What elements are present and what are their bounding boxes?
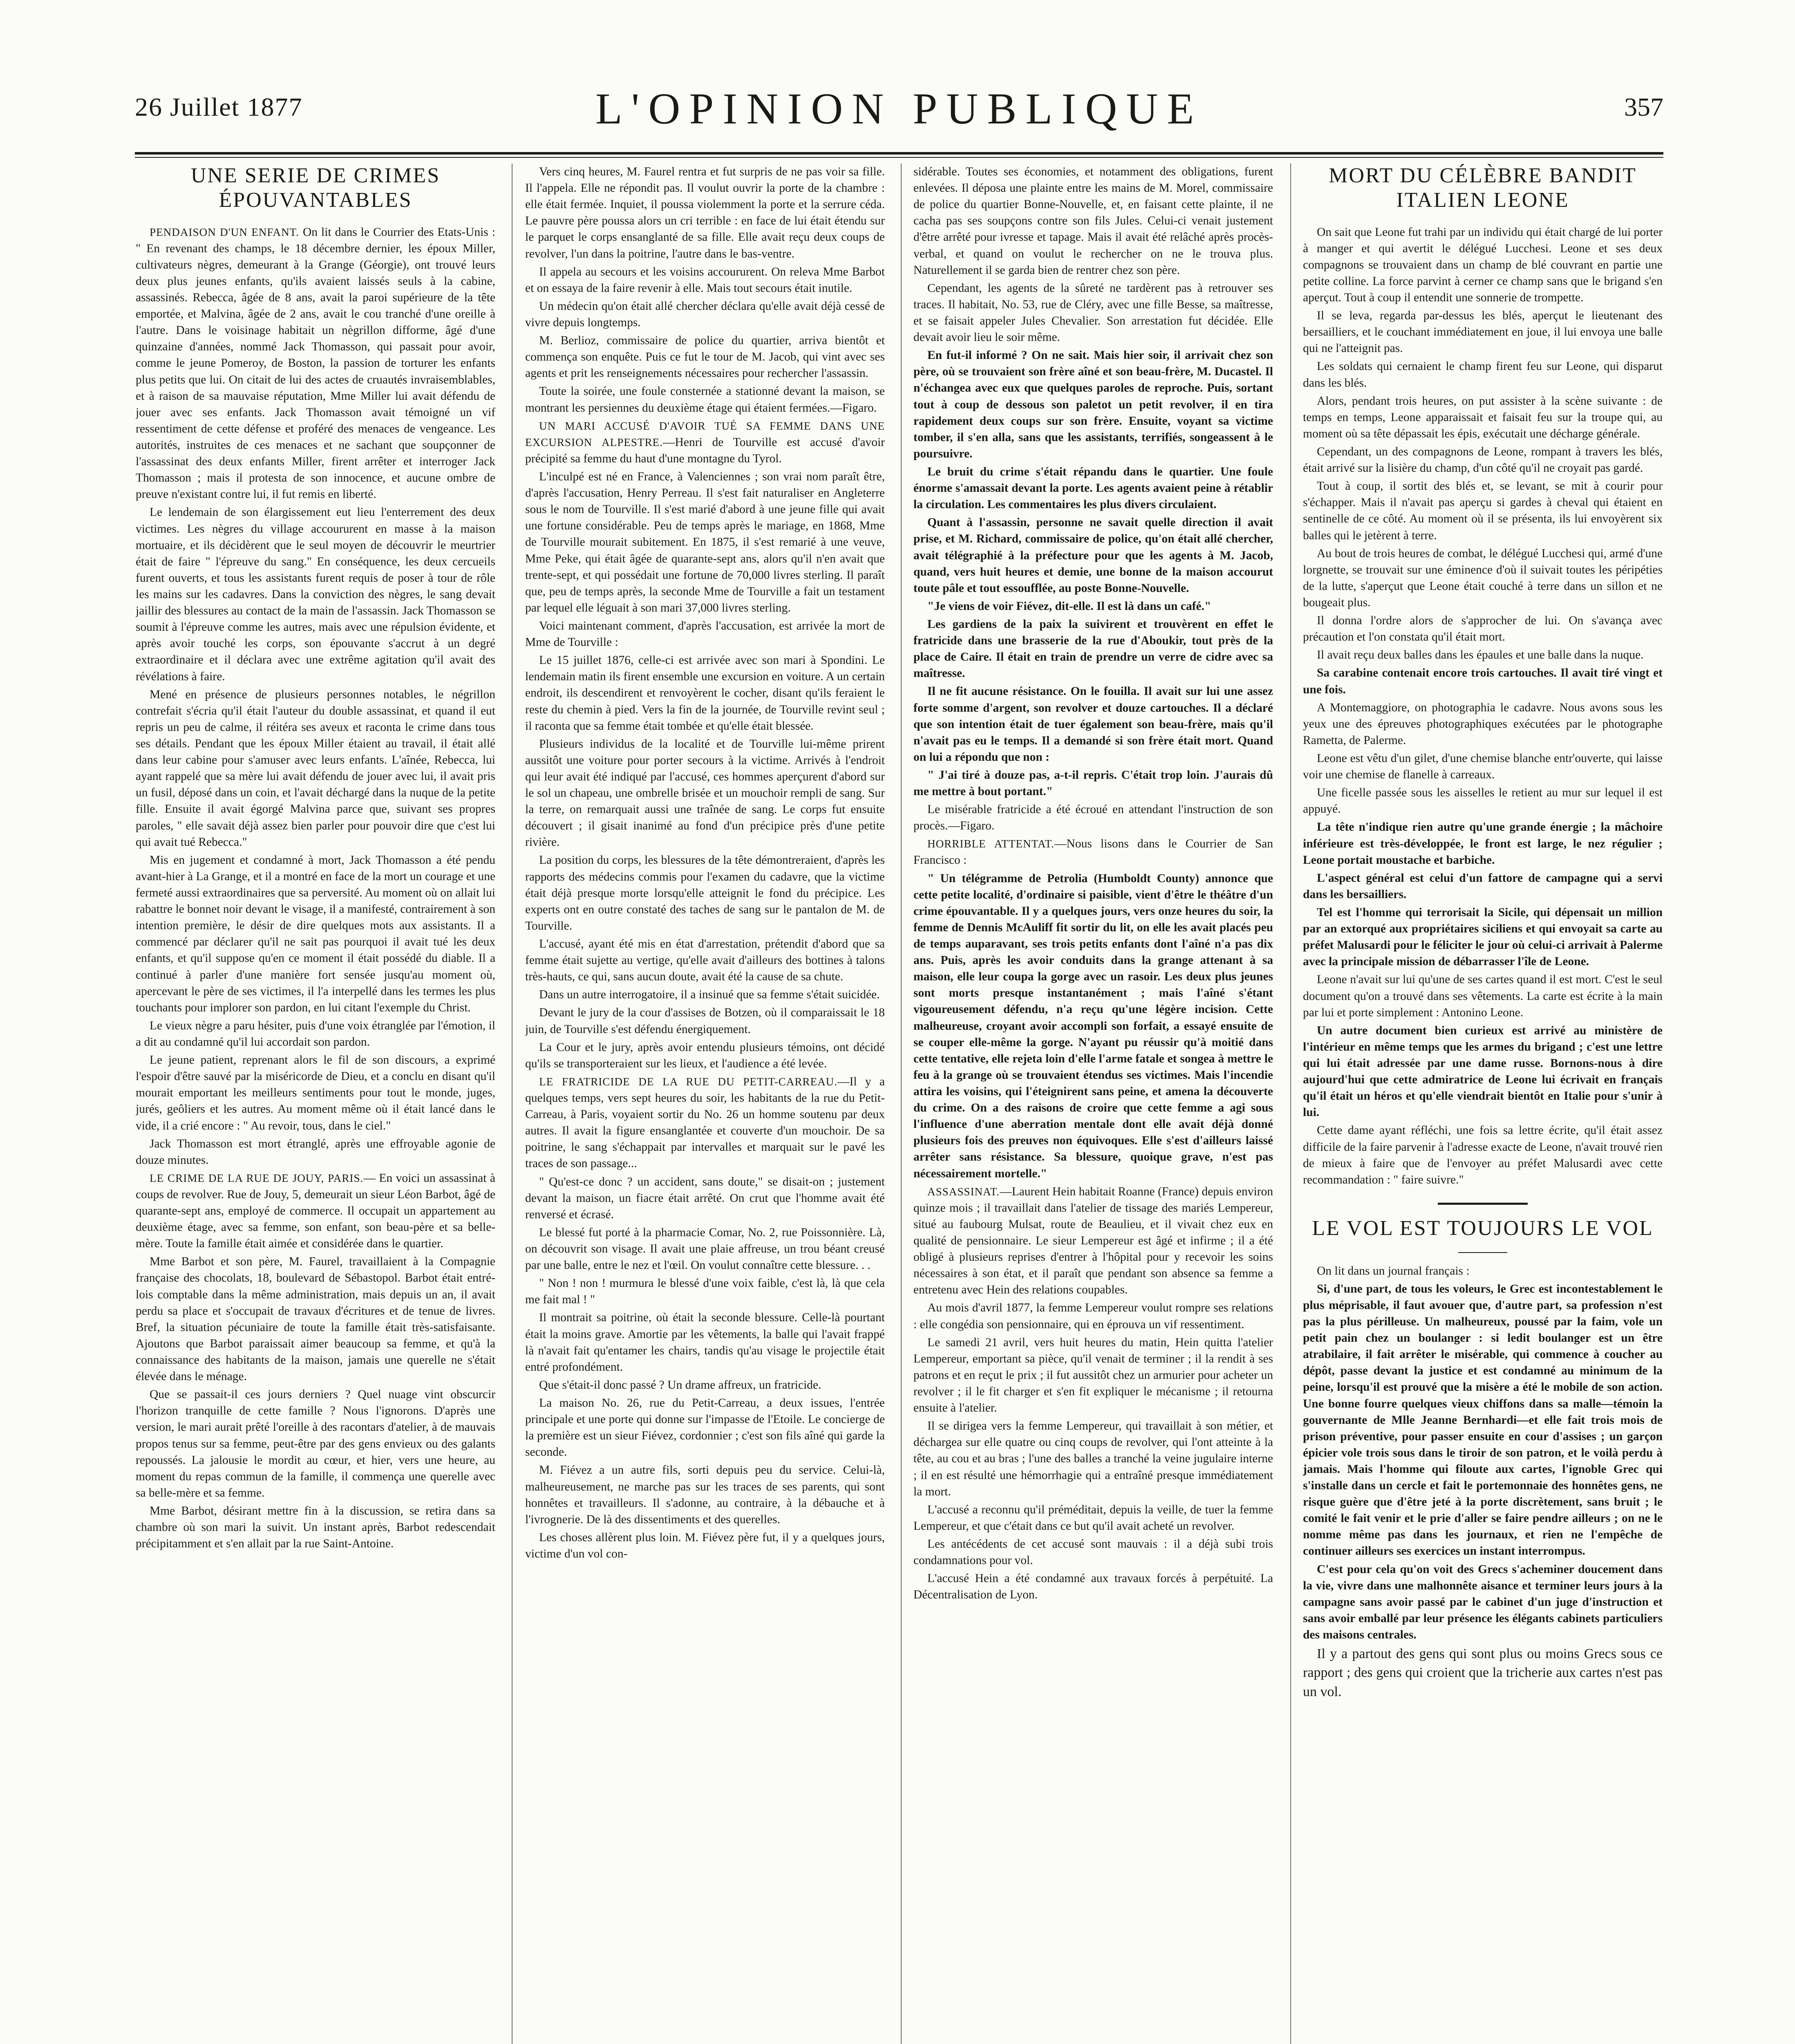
paragraph: " J'ai tiré à douze pas, a-t-il repris. C'était trop loin. J'aurais dû me mettre à bout portant." bbox=[913, 768, 1273, 798]
paragraph: L'inculpé est né en France, à Valenciennes ; son vrai nom paraît être, d'après l'accusation, Henry Perreau. Il s'est fait naturaliser en Angleterre sous le nom de Tourville. Il s'est marié d'abord à une jeune fille qui avait une fortune considérable. Peu de temps après le mariage, en 1868, Mme de Tourville mourait subitement. En 1875, il s'est remarié à une veuve, Mme Peke, qui était âgée de quarante-sept ans, alors qu'il n'en avait que trente-sept, et qui possédait une fortune de 70,000 livres sterling. Il paraît que, peu de temps après, la seconde Mme de Tourville a fait un testament par lequel elle léguait à son mari 37,000 livres sterling. bbox=[525, 470, 885, 614]
paragraph: Au mois d'avril 1877, la femme Lempereur voulut rompre ses relations : elle congédia son pensionnaire, qui en éprouva un vif ressentiment. bbox=[913, 1301, 1273, 1331]
paragraph: Il se leva, regarda par-dessus les blés, aperçut le lieutenant des bersailliers, et le couchant immédiatement en joue, il lui envoya une balle qui ne l'atteignit pas. bbox=[1303, 309, 1663, 355]
paragraph: Plusieurs individus de la localité et de Tourville lui-même prirent aussitôt une voiture pour porter secours à la victime. Arrivés à l'endroit qui leur avait été indiqué par l'accusé, ces hommes aperçurent d'abord sur le sol un chapeau, une ombrelle brisée et un mouchoir rempli de sang. Sur la terre, on remarquait aussi une traînée de sang. Le corps fut ensuite découvert ; il gisait inanimé au fond d'un précipice près d'une petite rivière. bbox=[525, 737, 885, 849]
column-3 bbox=[913, 164, 1273, 2044]
paragraph: Une ficelle passée sous les aisselles le retient au mur sur lequel il est appuyé. bbox=[1303, 786, 1663, 816]
paragraph: " Un télégramme de Petrolia (Humboldt County) annonce que cette petite localité, d'ordinaire si paisible, vient d'être le théâtre d'un crime épouvantable. Il y a quelques jours, vers onze heures du soir, la femme de Dennis McAuliff fit sortir du lit, on elle les avait placés peu de temps auparavant, ses trois petits enfants dont l'aîné n'a pas dix ans. Puis, après les avoir conduits dans la grange attenant à sa maison, elle leur coupa la gorge avec un rasoir. Les deux plus jeunes sont morts presque instantanément ; mais l'aîné s'étant vigoureusement défendu, n'a reçu qu'une légère incision. Cette malheureuse, croyant avoir accompli son forfait, a essayé ensuite de se couper elle-même la gorge. N'ayant pu réussir qu'à moitié dans cette tentative, elle rejeta loin d'elle l'arme fatale et songea à mettre le feu à la grange où se trouvaient étendus ses victimes. Mais l'incendie attira les voisins, qui l'éteignirent sans peine, et amena la découverte du crime. On a des raisons de croire que cette femme a agi sous l'influence d'une aberration mentale dont elle avait déjà donné plusieurs fois des preuves non équivoques. Elle s'est d'ailleurs laissé arrêter sans résistance. Sa blessure, quoique grave, n'est pas nécessairement mortelle." bbox=[913, 872, 1273, 1180]
paragraph bbox=[525, 418, 885, 467]
paragraph: En fut-il informé ? On ne sait. Mais hier soir, il arrivait chez son père, où se trouvaient son frère aîné et son beau-frère, M. Ducastel. Il n'échangea avec eux que quelques paroles de reproche. Puis, sortant tout à coup de dessous son paletot un petit revolver, il en tira rapidement deux coups sur son frère. Ensuite, voyant sa victime tomber, il s'en alla, sans que les assistants, terrifiés, songeassent à le poursuivre. bbox=[913, 349, 1273, 460]
paragraph: Le vieux nègre a paru hésiter, puis d'une voix étranglée par l'émotion, il a dit au condamné qu'il lui accordait son pardon. bbox=[136, 1019, 495, 1049]
paragraph: Il donna l'ordre alors de s'approcher de lui. On s'avança avec précaution et l'on constata qu'il était mort. bbox=[1303, 614, 1663, 644]
paragraph-text: —Nous lisons dans le Courrier de San Francisco : bbox=[913, 837, 1273, 867]
paragraph: Toute la soirée, une foule consternée a stationné devant la maison, se montrant les persiennes du deuxième étage qui étaient fermées.—Figaro. bbox=[525, 385, 885, 415]
paragraph: Le jeune patient, reprenant alors le fil de son discours, a exprimé l'espoir d'être sauvé par la miséricorde de Dieu, et a conclu en disant qu'il mourait emportant les meilleurs sentiments pour tout le monde, juges, jurés, geôliers et les autres. Au moment même où il était lancé dans le vide, il a crié encore : " Au revoir, tous, dans le ciel." bbox=[136, 1053, 495, 1132]
paragraph: Leone est vêtu d'un gilet, d'une chemise blanche entr'ouverte, qui laisse voir une chemise de flanelle à carreaux. bbox=[1303, 751, 1663, 782]
section-lead: HORRIBLE ATTENTAT. bbox=[927, 838, 1054, 850]
paragraph bbox=[136, 1170, 495, 1252]
paragraph: L'aspect général est celui d'un fattore de campagne qui a servi dans les bersailliers. bbox=[1303, 871, 1663, 901]
paragraph bbox=[913, 1183, 1273, 1298]
column-2 bbox=[525, 164, 885, 2044]
paragraph: M. Fiévez a un autre fils, sorti depuis peu du service. Celui-là, malheureusement, ne marche pas sur les traces de ses parents, qui sont honnêtes et travailleurs. Il s'adonne, au contraire, à la débauche et à l'ivrognerie. De là des dissentiments et des querelles. bbox=[525, 1464, 885, 1526]
section-lead: ASSASSINAT. bbox=[927, 1185, 1000, 1198]
paragraph: Le lendemain de son élargissement eut lieu l'enterrement des deux victimes. Les nègres du village accoururent en masse à la maison mortuaire, et ils décidèrent que le seul moyen de découvrir le meurtrier était de faire " l'épreuve du sang." En conséquence, les deux cercueils furent ouverts, et tous les assistants furent requis de poser à tour de rôle les mains sur les cadavres. Dans la conviction des nègres, le sang devait jaillir des blessures au contact de la main de l'assassin. Jack Thomasson se soumit à l'épreuve comme les autres, mais avec une répulsion évidente, et après avoir touché les corps, son épouvante s'accrut à un degré extraordinaire et il déclara avec une extrême agitation qu'il avait des révélations à faire. bbox=[136, 506, 495, 683]
paragraph: "Je viens de voir Fiévez, dit-elle. Il est là dans un café." bbox=[927, 599, 1211, 613]
masthead-rule-thin bbox=[135, 157, 1663, 158]
paragraph: Les antécédents de cet accusé sont mauvais : il a déjà subi trois condamnations pour vol. bbox=[913, 1537, 1273, 1567]
section-lead: PENDAISON D'UN ENFANT. bbox=[150, 226, 299, 238]
paragraph: Dans un autre interrogatoire, il a insinué que sa femme s'était suicidée. bbox=[539, 988, 880, 1002]
paragraph: L'accusé Hein a été condamné aux travaux forcés à perpétuité. La Décentralisation de Lyon. bbox=[913, 1572, 1273, 1602]
paragraph: Devant le jury de la cour d'assises de Botzen, où il comparaissait le 18 juin, de Tourville s'est défendu énergiquement. bbox=[525, 1006, 885, 1036]
paragraph: Mme Barbot, désirant mettre fin à la discussion, se retira dans sa chambre où son mari la suivit. Un instant après, Barbot redescendait précipitamment et s'en allait par la rue Saint-Antoine. bbox=[136, 1504, 495, 1551]
paragraph: On lit dans un journal français : bbox=[1317, 1264, 1470, 1278]
paragraph: Sa carabine contenait encore trois cartouches. Il avait tiré vingt et une fois. bbox=[1303, 666, 1663, 696]
paragraph: A Montemaggiore, on photographia le cadavre. Nous avons sous les yeux une des épreuves photographiques exécutées par le photographe Rametta, de Palerme. bbox=[1303, 701, 1663, 747]
paragraph bbox=[525, 1074, 885, 1172]
column-4 bbox=[1303, 164, 1663, 2044]
paragraph: Jack Thomasson est mort étranglé, après une effroyable agonie de douze minutes. bbox=[136, 1137, 495, 1167]
section-lead: UN MARI ACCUSÉ D'AVOIR TUÉ SA FEMME DANS UNE EXCURSION ALPESTRE. bbox=[525, 419, 885, 448]
page-number: 357 bbox=[1624, 92, 1663, 121]
paragraph: Les soldats qui cernaient le champ firent feu sur Leone, qui disparut dans les blés. bbox=[1303, 360, 1663, 390]
paragraph: Mis en jugement et condamné à mort, Jack Thomasson a été pendu avant-hier à La Grange, et il a montré en face de la mort un courage et une fermeté aussi extraordinaires que sa perversité. Au moment où on allait lui rabattre le bonnet noir devant le visage, il a manifesté, contrairement à son intention première, le désir de dire quelques mots aux assistants. Il a commencé par déclarer qu'il ne sait pas pourquoi il avait tué les deux enfants, et qu'il suppose qu'en ce moment il était possédé du diable. Il a continué à parler d'une manière fort sensée jusqu'au moment où, apercevant le père de ses victimes, il l'a interpellé dans les termes les plus touchants pour implorer son pardon, en lui citant l'exemple du Christ. bbox=[136, 853, 495, 1014]
masthead bbox=[135, 84, 1663, 145]
section-separator bbox=[1438, 1203, 1528, 1205]
paragraph: Au bout de trois heures de combat, le délégué Lucchesi qui, armé d'une lorgnette, se trouvait sur une éminence d'où il suivait toutes les péripéties de la lutte, s'aperçut que Leone était couché à terre dans un sillon et ne bougeait plus. bbox=[1303, 547, 1663, 609]
paragraph: L'accusé a reconnu qu'il préméditait, depuis la veille, de tuer la femme Lempereur, et que c'était dans ce but qu'il avait acheté un revolver. bbox=[913, 1503, 1273, 1533]
paragraph: " Qu'est-ce donc ? un accident, sans doute," se disait-on ; justement devant la maison, un fiacre était arrêté. On crut que l'homme avait été renversé et écrasé. bbox=[525, 1175, 885, 1221]
paragraph: Leone n'avait sur lui qu'une de ses cartes quand il est mort. C'est le seul document qu'on a trouvé dans ses vêtements. La carte est écrite à la main par lui et porte simplement : Antonino Leone. bbox=[1303, 973, 1663, 1019]
paragraph-text: —Laurent Hein habitait Roanne (France) depuis environ quinze mois ; il travaillait dans l'atelier de tissage des mariés Lempereur, situé au faubourg Mulsat, route de Beaulieu, et il vivait chez eux en qualité de pensionnaire. Le sieur Lempereur est âgé et infirme ; il a été obligé à plusieurs reprises d'entrer à l'hôpital pour y recevoir les soins nécessaires à son état, et il paraît que pendant son absence sa femme a entretenu avec Hein des relations coupables. bbox=[913, 1185, 1273, 1297]
paragraph: Les gardiens de la paix la suivirent et trouvèrent en effet le fratricide dans une brasserie de la rue d'Aboukir, tout près de la place de Caire. Il était en train de prendre un verre de cidre avec sa maîtresse. bbox=[913, 617, 1273, 680]
paragraph: Si, d'une part, de tous les voleurs, le Grec est incontestablement le plus méprisable, il faut avouer que, d'autre part, sa profession n'est pas la plus périlleuse. Un malheureux, poussé par la faim, vole un petit pain chez un boulanger : si ledit boulanger est un être atrabilaire, il fait arrêter le misérable, qui commence à coucher au dépôt, passe devant la justice et est condamné au minimum de la peine, lorsqu'il est prouvé que la misère a été le mobile de son action. Une bonne fourre quelques vieux chiffons dans sa malle—témoin la gouvernante de Mlle Jeanne Bernhardi—et elle fait trois mois de prison préventive, pour passer ensuite en cour d'assises ; un garçon épicier vole trois sous dans le tiroir de son patron, et le voilà perdu à jamais. Mais l'homme qui filoute aux cartes, l'ignoble Grec qui s'installe dans un cercle et fait le portemonnaie des honnêtes gens, ne risque guère que d'être jeté à la porte discrètement, sans bruit ; le comité le fait venir et le prie d'aller se faire pendre ailleurs ; on ne le nomme même pas dans les journaux, et rien ne l'empêche de continuer ailleurs ses exercices un instant interrompus. bbox=[1303, 1282, 1663, 1558]
section-lead: LE FRATRICIDE DE LA RUE DU PETIT-CARREAU. bbox=[539, 1075, 838, 1088]
paragraph: La position du corps, les blessures de la tête démontreraient, d'après les rapports des médecins commis pour l'examen du cadavre, que la victime était déjà presque morte lorsqu'elle atteignit le fond du précipice. Les experts ont en outre constaté des taches de sang sur le pantalon de M. de Tourville. bbox=[525, 854, 885, 932]
paragraph: M. Berlioz, commissaire de police du quartier, arriva bientôt et commença son enquête. Puis ce fut le tour de M. Jacob, qui vint avec ses agents et prit les renseignements nécessaires pour rechercher l'assassin. bbox=[525, 334, 885, 380]
column-divider bbox=[512, 164, 513, 2044]
paragraph: On sait que Leone fut trahi par un individu qui était chargé de lui porter à manger et qui avertit le délégué Lucchesi. Leone et ses deux compagnons se trouvaient dans un champ de blé couvrant en partie une petite colline. La force parvint à cerner ce champ sans que le brigand s'en aperçut. Tout à coup il entendit une sonnerie de trompette. bbox=[1303, 225, 1663, 305]
section-lead: LE CRIME DE LA RUE DE JOUY, PARIS. bbox=[150, 1172, 364, 1184]
paragraph: Un médecin qu'on était allé chercher déclara qu'elle avait déjà cessé de vivre depuis longtemps. bbox=[525, 299, 885, 329]
masthead-rule bbox=[135, 152, 1663, 155]
paragraph: La Cour et le jury, après avoir entendu plusieurs témoins, ont décidé qu'ils se transporteraient sur les lieux, et l'audience a été levée. bbox=[525, 1040, 885, 1070]
paragraph: Il se dirigea vers la femme Lempereur, qui travaillait à son métier, et déchargea sur elle quatre ou cinq coups de revolver, qui l'ont atteinte à la tête, au cou et au bras ; l'une des balles a tranché la veine jugulaire interne ; il en est résulté une hémorrhagie qui a entraîné presque immédiatement la mort. bbox=[913, 1419, 1273, 1498]
paragraph: La maison No. 26, rue du Petit-Carreau, a deux issues, l'entrée principale et une porte qui donne sur l'impasse de l'Etoile. Le concierge de la première est un sieur Fiévez, cordonnier ; c'est son fils aîné qui garde la seconde. bbox=[525, 1396, 885, 1459]
paragraph: Le 15 juillet 1876, celle-ci est arrivée avec son mari à Spondini. Le lendemain matin ils firent ensemble une excursion en voiture. A un certain endroit, ils descendirent et renvoyèrent le cocher, disant qu'ils feraient le reste du chemin à pied. Vers la fin de la journée, de Tourville revint seul ; il raconta que sa femme était tombée et qu'elle était blessée. bbox=[525, 654, 885, 733]
paragraph: Il y a partout des gens qui sont plus ou moins Grecs sous ce rapport ; des gens qui croient que la tricherie aux cartes n'est pas un vol. bbox=[1303, 1646, 1663, 1699]
paragraph-text: —Henri de Tourville est accusé d'avoir précipité sa femme du haut d'une montagne du Tyrol. bbox=[525, 435, 885, 465]
paragraph: Cependant, les agents de la sûreté ne tardèrent pas à retrouver ses traces. Il habitait, No. 53, rue de Cléry, avec une fille Besse, sa maîtresse, et se faisait appeler Jules Chevalier. Son arrestation fut décidée. Elle devait avoir lieu le soir même. bbox=[913, 281, 1273, 344]
paragraph-text: — En voici un assassinat à coups de revolver. Rue de Jouy, 5, demeurait un sieur Léon Barbot, âgé de quarante-sept ans, employé de commerce. Il occupait un appartement au deuxième étage, avec sa femme, son enfant, son beau-père et sa belle-mère. Toute la famille était aimée et considérée dans le quartier. bbox=[136, 1171, 495, 1251]
paragraph: Voici maintenant comment, d'après l'accusation, est arrivée la mort de Mme de Tourville : bbox=[525, 619, 885, 649]
paragraph: Cette dame ayant réfléchi, une fois sa lettre écrite, qu'il était assez difficile de la faire parvenir à l'adresse exacte de Leone, n'avait trouvé rien de mieux à faire que de l'envoyer au préfet Malusardi avec cette recommandation : " faire suivre." bbox=[1303, 1124, 1663, 1186]
paragraph: Vers cinq heures, M. Faurel rentra et fut surpris de ne pas voir sa fille. Il l'appela. Elle ne répondit pas. Il voulut ouvrir la porte de la chambre : elle était fermée. Inquiet, il poussa violemment la porte et la serrure céda. Le pauvre père poussa alors un cri terrible : en face de lui était étendu sur le parquet le corps ensanglanté de sa fille. Elle avait reçu deux coups de revolver, l'un dans la poitrine, l'autre dans le bas-ventre. bbox=[525, 165, 885, 260]
issue-date: 26 Juillet 1877 bbox=[135, 92, 303, 121]
article-heading: UNE SERIE DE CRIMES ÉPOUVANTABLES bbox=[190, 164, 441, 212]
paragraph: Alors, pendant trois heures, on put assister à la scène suivante : de temps en temps, Leone apparaissait et faisait feu sur la troupe qui, au moment où sa tête dépassait les épis, exécutait une décharge générale. bbox=[1303, 394, 1663, 440]
newspaper-title: L'OPINION PUBLIQUE bbox=[595, 85, 1203, 133]
paragraph-text: —Il y a quelques temps, vers sept heures du soir, les habitants de la rue du Petit-Carreau, à Paris, voyaient sortir du No. 26 un homme soutenu par deux autres. Il avait la figure ensanglantée et couverte d'un mouchoir. De sa poitrine, le sang s'échappait par intervalles et marquait sur le pavé les traces de son passage... bbox=[525, 1075, 885, 1170]
paragraph: Que se passait-il ces jours derniers ? Quel nuage vint obscurcir l'horizon tranquille de cette famille ? Nous l'ignorons. D'après une version, le mari aurait prêté l'oreille à des racontars d'atelier, à de mauvais propos tenus sur sa femme, peut-être par des gens envieux ou des galants repoussés. La jalousie le mordit au cœur, et hier, vers une heure, au moment du repas commun de la famille, il commença une querelle avec sa belle-mère et sa femme. bbox=[136, 1388, 495, 1499]
paragraph bbox=[913, 836, 1273, 868]
paragraph: Il appela au secours et les voisins accoururent. On releva Mme Barbot et on essaya de la faire revenir à elle. Mais tout secours était inutile. bbox=[525, 265, 885, 295]
paragraph: sidérable. Toutes ses économies, et notamment des obligations, furent enlevées. Il déposa une plainte entre les mains de M. Morel, commissaire de police du quartier Bonne-Nouvelle, et, en faisant cette plainte, il ne cacha pas ses soupçons contre son fils Jules. Celui-ci venait justement d'être arrêté pour ivresse et tapage. Mais il avait été relâché après procès-verbal, et quand on voulut le rechercher on ne le trouva plus. Naturellement il se garda bien de rentrer chez son père. bbox=[913, 165, 1273, 277]
paragraph: L'accusé, ayant été mis en état d'arrestation, prétendit d'abord que sa femme était sujette au vertige, qu'elle avait d'ailleurs des bottines à talons très-hauts, ce qui, sans aucun doute, avait été la cause de sa chute. bbox=[525, 937, 885, 984]
paragraph: Un autre document bien curieux est arrivé au ministère de l'intérieur en même temps que les armes du brigand ; c'est une lettre qui lui était adressée par une dame russe. Bornons-nous à dire aujourd'hui que cette admiratrice de Leone lui écrivait en français qu'il était un héros et qu'elle viendrait bientôt en Italie pour s'unir à lui. bbox=[1303, 1024, 1663, 1119]
paragraph: Le samedi 21 avril, vers huit heures du matin, Hein quitta l'atelier Lempereur, emportant sa pièce, qu'il venait de terminer ; il la rendit à ses patrons et en reçut le prix ; il fut aussitôt chez un armurier pour acheter un revolver ; il le fit charger et s'en fit expliquer le mécanisme ; il retourna ensuite à l'atelier. bbox=[913, 1336, 1273, 1415]
heading-rule bbox=[1458, 1252, 1507, 1253]
paragraph: Cependant, un des compagnons de Leone, rompant à travers les blés, était arrivé sur la lisière du champ, d'un côté qu'il ne croyait pas gardé. bbox=[1303, 445, 1663, 475]
paragraph: Il montrait sa poitrine, où était la seconde blessure. Celle-là pourtant était la moins grave. Amortie par les vêtements, la balle qui l'avait frappé là n'avait fait qu'entamer les chairs, tandis qu'au visage le projectile était entré profondément. bbox=[525, 1311, 885, 1374]
paragraph: Il avait reçu deux balles dans les épaules et une balle dans la nuque. bbox=[1317, 648, 1644, 662]
paragraph: Tel est l'homme qui terrorisait la Sicile, qui dépensait un million par an extorqué aux propriétaires siciliens et qui envoyait sa carte au préfet Malusardi pour le féliciter le jour où celui-ci arrivait à Palerme avec la principale mission de débarrasser l'île de Leone. bbox=[1303, 905, 1663, 968]
paragraph: " Non ! non ! murmura le blessé d'une voix faible, c'est là, là que cela me fait mal ! " bbox=[525, 1277, 885, 1307]
paragraph-text: On lit dans le Courrier des Etats-Unis : " En revenant des champs, le 18 décembre dernier, les époux Miller, cultivateurs nègres, demeurant à la Grange (Géorgie), ont trouvé leurs deux plus jeunes enfants, qu'ils avaient laissés seuls à la cabine, assassinés. Rebecca, âgée de 8 ans, avait la paroi supérieure de la tête emportée, et Malvina, âgée de 2 ans, avait le cou tranché d'une oreille à l'autre. Dans le voisinage habitait un nègrillon difforme, âgé d'une quinzaine d'années, nommé Jack Thomasson, qui passait pour avoir, comme le jeune Pomeroy, de Boston, la passion de torturer les enfants plus petits que lui. On citait de lui des actes de cruautés invraisemblables, et à raison de sa mauvaise réputation, Mme Miller lui avait défendu de jouer avec ses enfants. Jack Thomasson avait témoigné un vif ressentiment de cette défense et proféré des menaces de vengeance. Les autorités, instruites de ces menaces et ne sachant que soupçonner de l'assassinat des deux enfants Miller, firent arrêter et interroger Jack Thomasson ; mais il protesta de son innocence, et aucune ombre de preuve n'existant contre lui, il fut remis en liberté. bbox=[136, 225, 495, 501]
column-divider bbox=[901, 164, 902, 2044]
paragraph: Tout à coup, il sortit des blés et, se levant, se mit à courir pour s'échapper. Mais il n'avait pas aperçu si gardes à cheval qui étaient en sentinelle de ce côté. Au moment où il se présenta, ils lui envoyèrent six balles qui le jetèrent à terre. bbox=[1303, 480, 1663, 542]
paragraph: Le misérable fratricide a été écroué en attendant l'instruction de son procès.—Figaro. bbox=[913, 803, 1273, 833]
paragraph: La tête n'indique rien autre qu'une grande énergie ; la mâchoire inférieure est très-développée, le front est large, le nez régulier ; Leone portait moustache et barbiche. bbox=[1303, 820, 1663, 867]
paragraph: Mené en présence de plusieurs personnes notables, le négrillon contrefait s'écria qu'il était l'auteur du double assassinat, et quand il eut repris un peu de calme, il réitéra ses aveux et raconta le crime dans tous ses détails. Pendant que les époux Miller étaient au travail, il était allé dans leur cabine pour s'amuser avec leurs enfants. L'aînée, Rebecca, lui ayant rappelé que sa mère lui avait défendu de jouer avec lui, il avait pris un fusil, déposé dans un coin, et l'avait déchargé dans la nuque de la petite fille. Ensuite il avait égorgé Malvina parce que, suivant ses propres paroles, " elle savait déjà assez bien parler pour pouvoir dire que c'est lui qui avait tué Rebecca." bbox=[136, 688, 495, 849]
article-heading: MORT DU CÉLÈBRE BANDIT ITALIEN LEONE bbox=[1329, 164, 1637, 212]
column-1 bbox=[136, 164, 495, 2044]
column-divider bbox=[1290, 164, 1291, 2044]
paragraph bbox=[136, 224, 495, 503]
paragraph: Le bruit du crime s'était répandu dans le quartier. Une foule énorme s'amassait devant la porte. Les agents avaient peine à rétablir la circulation. Les commentaires les plus divers circulaient. bbox=[913, 465, 1273, 511]
paragraph: Quant à l'assassin, personne ne savait quelle direction il avait prise, et M. Richard, commissaire de police, qu'on était allé chercher, avait télégraphié à la préfecture pour que les agents à M. Jacob, quand, vers huit heures et demie, une bonne de la maison accourut toute pâle et tout essoufflée, au poste Bonne-Nouvelle. bbox=[913, 516, 1273, 595]
paragraph: Que s'était-il donc passé ? Un drame affreux, un fratricide. bbox=[539, 1378, 821, 1392]
paragraph: Il ne fit aucune résistance. On le fouilla. Il avait sur lui une assez forte somme d'argent, son revolver et douze cartouches. Il a déclaré que son intention était de tuer également son beau-frère, mais qu'il n'avait pas eu le temps. Il a demandé si son frère était mort. Quand on lui a répondu que non : bbox=[913, 685, 1273, 764]
paragraph: C'est pour cela qu'on voit des Grecs s'acheminer doucement dans la vie, vivre dans une malhonnête aisance et terminer leurs jours à la campagne sans avoir passé par le cabinet d'un juge d'instruction et sans avoir emballé par leur présence les élégants cabinets particuliers des maisons centrales. bbox=[1303, 1562, 1663, 1642]
article-heading: LE VOL EST TOUJOURS LE VOL bbox=[1312, 1216, 1654, 1240]
paragraph: Mme Barbot et son père, M. Faurel, travaillaient à la Compagnie française des chocolats, 18, boulevard de Sébastopol. Barbot était entré-lois comptable dans la même administration, mais depuis un an, il avait perdu sa place et s'occupait de travaux d'écritures et de tenue de livres. Bref, la situation pécuniaire de toute la famille était très-satisfaisante. Ajoutons que Barbot paraissait aimer beaucoup sa femme, et qu'à la connaissance des habitants de la maison, jamais une querelle ne s'était élevée dans le ménage. bbox=[136, 1255, 495, 1383]
paragraph: Le blessé fut porté à la pharmacie Comar, No. 2, rue Poissonnière. Là, on découvrit son visage. Il avait une plaie affreuse, un trou béant creusé par une balle, entre le nez et l'œil. On voulut connaître cette blessure. . . bbox=[525, 1226, 885, 1272]
paragraph: Les choses allèrent plus loin. M. Fiévez père fut, il y a quelques jours, victime d'un vol con- bbox=[525, 1531, 885, 1560]
